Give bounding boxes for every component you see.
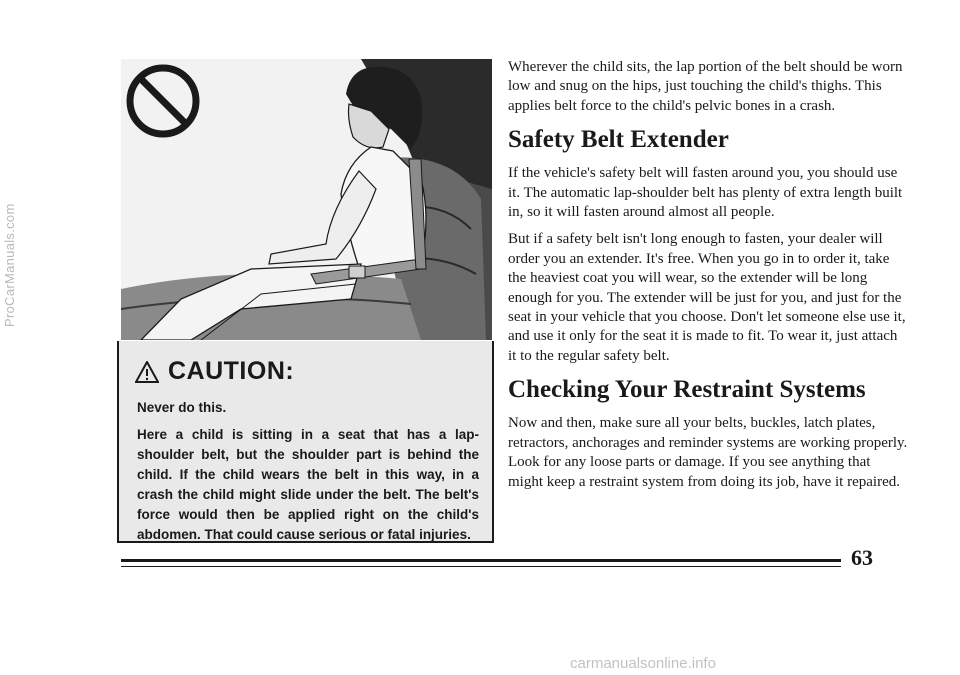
child-seat-illustration bbox=[121, 59, 492, 340]
side-watermark: ProCarManuals.com bbox=[2, 203, 17, 327]
caution-title: CAUTION: bbox=[168, 357, 295, 385]
extender-paragraph-2: But if a safety belt isn't long enough to fasten, your dealer will order you an extender. It's free. When you go in to order it, take the heaviest coat you will wear, so the extender will be long enough for you. The extender will be just for you, and just for the seat in your vehicle that you choose. Don't let someone else use it, and use it only for the seat it is made to fit. To wear it, just attach it to the regular safety belt. bbox=[508, 231, 906, 364]
caution-body: Here a child is sitting in a seat that has a lap-shoulder belt, but the shoulder part is behind the child. If the child wears the belt in this way, in a crash the child might slide under the belt. The belt's force would then be applied right on the child's abdomen. That could cause serious or fatal injuries. bbox=[137, 427, 479, 542]
footer-rule-thick bbox=[121, 559, 841, 562]
section-heading-extender: Safety Belt Extender bbox=[508, 126, 729, 154]
footer-rule-thin bbox=[121, 566, 841, 567]
checking-paragraph-1: Now and then, make sure all your belts, buckles, latch plates, retractors, anchorages and reminder systems are working properly. Look for any loose parts or damage. If you see anything that might keep a restraint system from doing its job, have it repaired. bbox=[508, 415, 908, 490]
warning-triangle-icon bbox=[135, 361, 159, 383]
intro-paragraph: Wherever the child sits, the lap portion of the belt should be worn low and snug on the hips, just touching the child's thighs. This applies belt force to the child's pelvic bones in a crash. bbox=[508, 59, 903, 114]
prohibited-sign-icon bbox=[130, 68, 196, 134]
right-column bbox=[508, 58, 908, 500]
page-number: 63 bbox=[851, 545, 873, 570]
caution-never-do-this: Never do this. bbox=[137, 400, 227, 415]
bottom-watermark: carmanualsonline.info bbox=[570, 655, 716, 672]
extender-paragraph-1: If the vehicle's safety belt will fasten around you, you should use it. The automatic lap-shoulder belt has plenty of extra length built in, so it will fasten around almost all people. bbox=[508, 165, 903, 221]
section-heading-checking: Checking Your Restraint Systems bbox=[508, 376, 866, 404]
caution-box bbox=[117, 341, 494, 543]
